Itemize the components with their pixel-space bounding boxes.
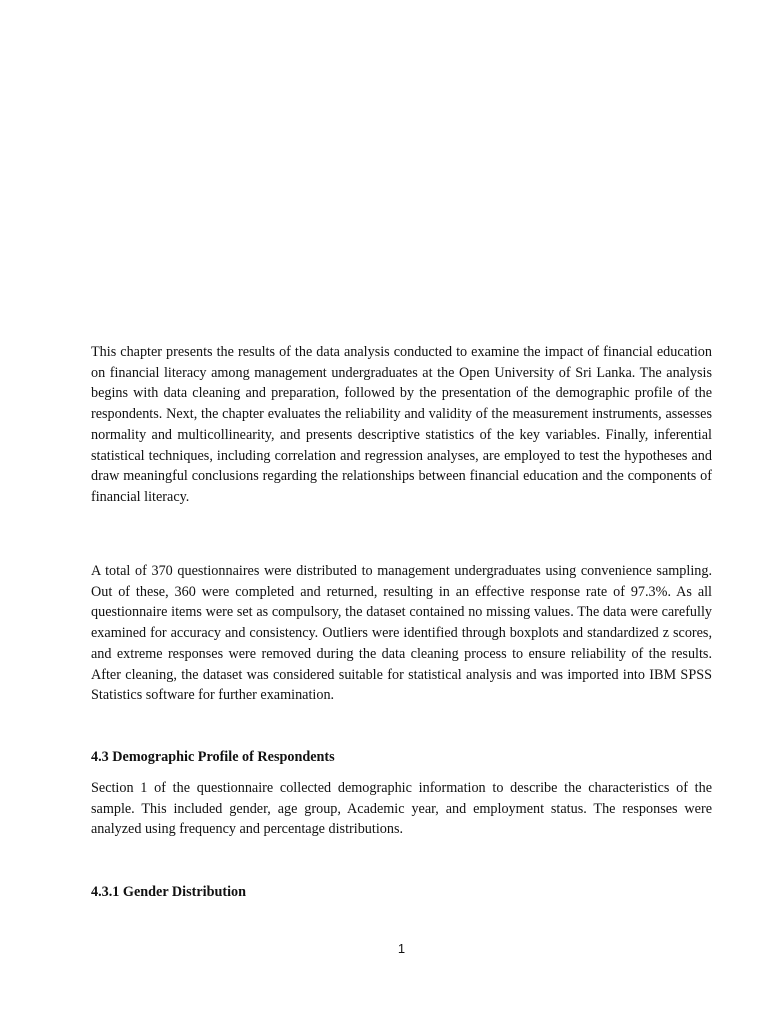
- page-number: 1: [397, 941, 406, 956]
- intro-paragraph: This chapter presents the results of the data analysis conducted to examine the impact of financial education on financial literacy among management undergraduates at the Open University of Sri Lanka. The analysis begins with data cleaning and preparation, followed by the presentation of the demographic profile of the respondents. Next, the chapter evaluates the reliability and validity of the measurement instruments, assesses normality and multicollinearity, and presents descriptive statistics of the key variables. Finally, inferential statistical techniques, including correlation and regression analyses, are employed to test the hypotheses and draw meaningful conclusions regarding the relationships between financial education and the components of financial literacy.: [91, 344, 712, 505]
- subsection-heading-gender-distribution: 4.3.1 Gender Distribution: [91, 884, 247, 900]
- demographic-paragraph: Section 1 of the questionnaire collected demographic information to describe the characteristics of the sample. This included gender, age group, Academic year, and employment status. The responses were analyzed using frequency and percentage distributions.: [91, 780, 712, 838]
- section-heading-demographic-profile: 4.3 Demographic Profile of Respondents: [91, 749, 335, 765]
- data-cleaning-paragraph: A total of 370 questionnaires were distributed to management undergraduates using convenience sampling. Out of these, 360 were completed and returned, resulting in an effective response rate of 97.3%. As all questionnaire items were set as compulsory, the dataset contained no missing values. The data were carefully examined for accuracy and consistency. Outliers were identified through boxplots and standardized z scores, and extreme responses were removed during the data cleaning process to ensure reliability of the results. After cleaning, the dataset was considered suitable for statistical analysis and was imported into IBM SPSS Statistics software for further examination.: [91, 563, 712, 704]
